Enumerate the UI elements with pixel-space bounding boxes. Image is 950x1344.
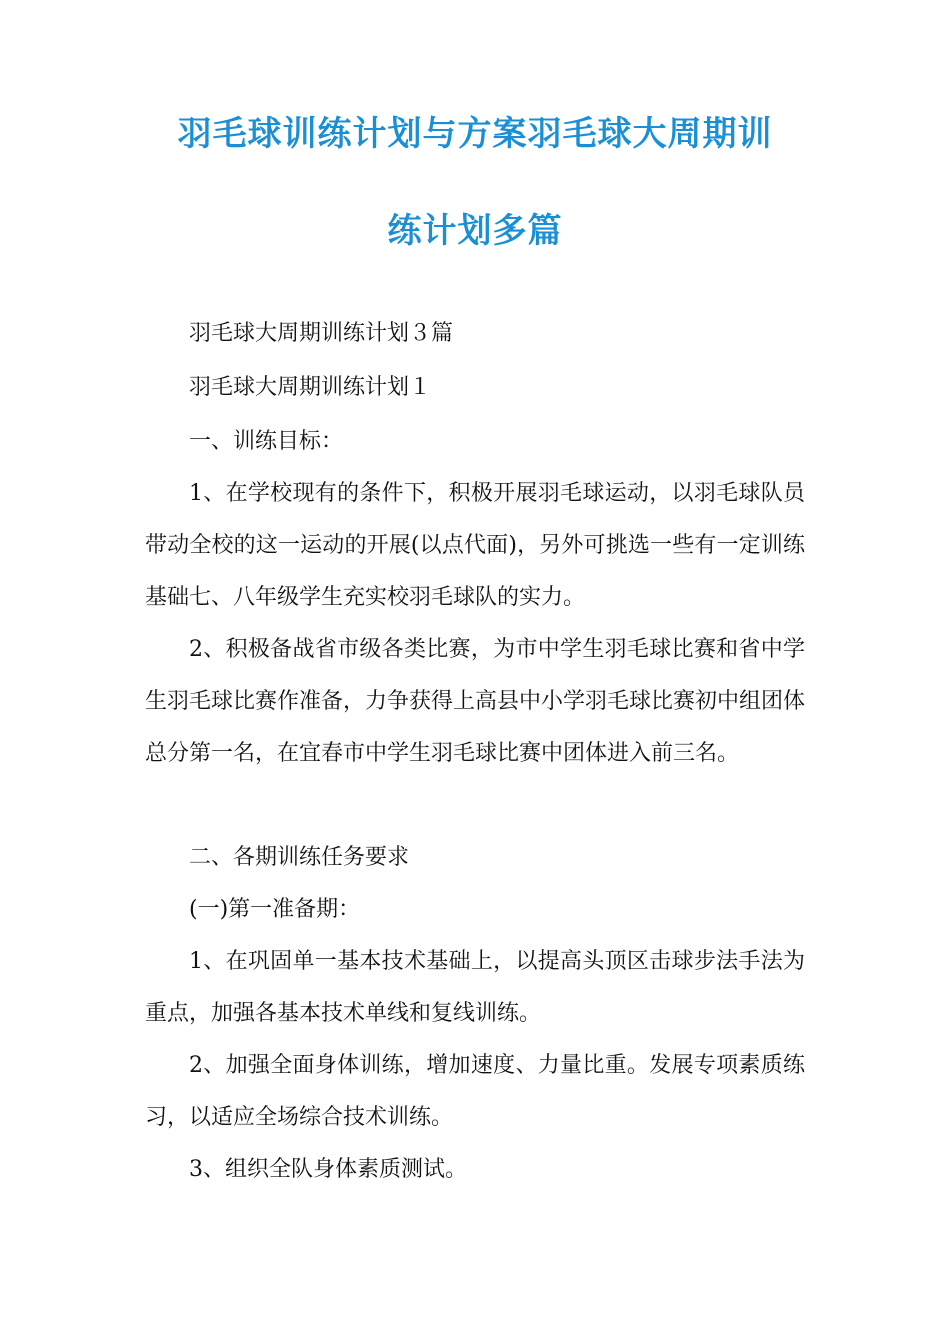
paragraph-task-3: 3、组织全队身体素质测试。 (189, 1157, 467, 1182)
paragraph-first-prep-period: (一)第一准备期： (189, 897, 361, 922)
paragraph-plan-1-heading: 羽毛球大周期训练计划１ (189, 375, 432, 400)
document-title-line-2: 练计划多篇 (387, 211, 563, 251)
paragraph-training-goals-heading: 一、训练目标： (189, 429, 344, 454)
paragraph-task-2: 2、加强全面身体训练，增加速度、力量比重。发展专项素质练习，以适应全场综合技术训练。 (145, 1053, 805, 1130)
paragraph-period-tasks-heading: 二、各期训练任务要求 (189, 845, 410, 870)
document-title-line-1: 羽毛球训练计划与方案羽毛球大周期训 (177, 114, 773, 154)
paragraph-section-heading: 羽毛球大周期训练计划３篇 (189, 321, 454, 346)
paragraph-task-1: 1、在巩固单一基本技术基础上，以提高头顶区击球步法手法为重点，加强各基本技术单线和复线训练。 (145, 949, 805, 1026)
paragraph-goal-2: 2、积极备战省市级各类比赛，为市中学生羽毛球比赛和省中学生羽毛球比赛作准备，力争获得上高县中小学羽毛球比赛初中组团体总分第一名，在宜春市中学生羽毛球比赛中团体进入前三名。 (145, 637, 806, 766)
paragraph-goal-1: 1、在学校现有的条件下，积极开展羽毛球运动，以羽毛球队员带动全校的这一运动的开展(以点代面)，另外可挑选一些有一定训练基础七、八年级学生充实校羽毛球队的实力。 (145, 481, 805, 610)
